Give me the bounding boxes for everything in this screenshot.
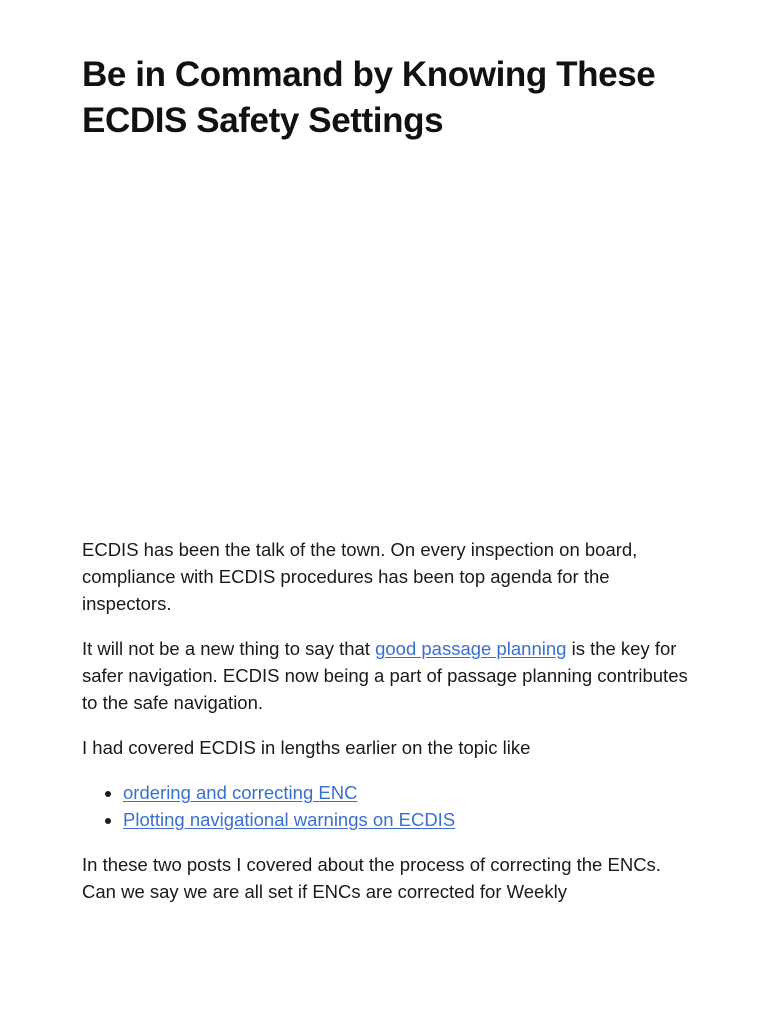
article-title: Be in Command by Knowing These ECDIS Safety Settings <box>82 55 656 140</box>
paragraph-text-after-link: is the key for safer navigation. ECDIS now being a part of passage planning contributes to the safe navigation. <box>82 638 688 713</box>
list-item <box>123 806 692 833</box>
plotting-nav-warnings-link[interactable]: Plotting navigational warnings on ECDIS <box>123 809 456 830</box>
ordering-correcting-enc-link[interactable]: ordering and correcting ENC <box>123 782 358 803</box>
good-passage-planning-link[interactable]: good passage planning <box>375 638 567 659</box>
related-links-list <box>82 779 692 833</box>
paragraph-intro: ECDIS has been the talk of the town. On every inspection on board, compliance with ECDIS procedures has been top agenda for the inspectors. <box>82 539 638 614</box>
paragraph-passage-planning <box>82 635 692 716</box>
article-body <box>82 536 692 905</box>
paragraph-text-before-link: It will not be a new thing to say that <box>82 638 376 659</box>
list-item <box>123 779 692 806</box>
article <box>82 52 692 923</box>
paragraph-covered-topics: I had covered ECDIS in lengths earlier on the topic like <box>82 737 531 758</box>
paragraph-correcting-encs: In these two posts I covered about the process of correcting the ENCs. Can we say we are all set if ENCs are corrected for Weekly <box>82 854 661 902</box>
hero-image-placeholder <box>82 144 692 536</box>
